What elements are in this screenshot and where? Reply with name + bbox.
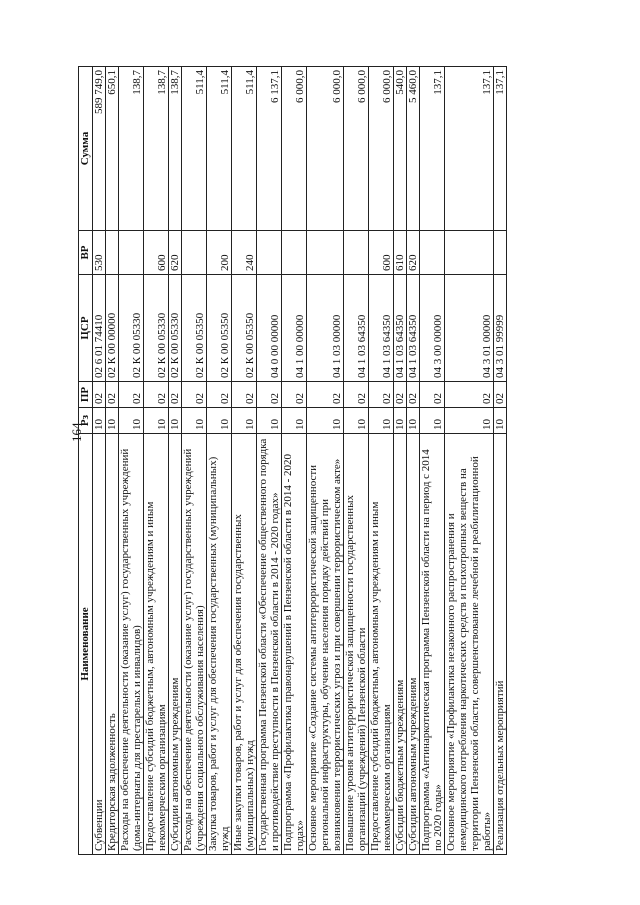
row-sum: 6 137,1 <box>257 67 282 231</box>
row-vr <box>106 231 119 275</box>
row-sum: 137,1 <box>420 67 445 231</box>
row-rz: 10 <box>344 408 369 434</box>
row-vr <box>119 231 144 275</box>
row-rz: 10 <box>369 408 394 434</box>
row-vr <box>307 231 344 275</box>
row-csr: 04 1 03 64350 <box>394 275 407 382</box>
row-vr: 620 <box>407 231 420 275</box>
row-rz: 10 <box>307 408 344 434</box>
row-rz: 10 <box>207 408 232 434</box>
row-sum: 137,1 <box>445 67 494 231</box>
row-rz: 10 <box>420 408 445 434</box>
row-pr: 02 <box>369 382 394 408</box>
row-csr: 02 К 00 05350 <box>182 275 207 382</box>
row-sum: 650,1 <box>106 67 119 231</box>
table-row <box>369 67 394 855</box>
table-row <box>144 67 169 855</box>
row-rz: 10 <box>93 408 106 434</box>
row-csr: 04 1 00 00000 <box>282 275 307 382</box>
table-row <box>282 67 307 855</box>
row-name: Расходы на обеспечение деятельности (оказание услуг) государственных учреждений (дома-интернаты для престарелых и инвалидов) <box>119 434 144 855</box>
table-row <box>232 67 257 855</box>
row-csr: 04 3 01 99999 <box>494 275 507 382</box>
row-csr: 04 1 03 64350 <box>344 275 369 382</box>
column-header-vr: ВР <box>79 231 93 275</box>
table-row <box>106 67 119 855</box>
row-sum: 5 460,0 <box>407 67 420 231</box>
row-csr: 02 К 00 05330 <box>144 275 169 382</box>
column-header-rz: Рз <box>79 408 93 434</box>
row-pr: 02 <box>119 382 144 408</box>
table-row <box>257 67 282 855</box>
row-name: Субвенции <box>93 434 106 855</box>
row-pr: 02 <box>182 382 207 408</box>
row-vr <box>420 231 445 275</box>
row-csr: 02 К 00 05350 <box>232 275 257 382</box>
row-name: Основное мероприятие «Создание системы антитеррористической защищенности региональной инфраструктуры, обучение населения порядку действий при возникновении террористических угроз и при совершении террористическом акте» <box>307 434 344 855</box>
table-body <box>93 67 507 855</box>
row-vr <box>445 231 494 275</box>
table-row <box>344 67 369 855</box>
row-rz: 10 <box>494 408 507 434</box>
column-header-csr: ЦСР <box>79 275 93 382</box>
row-csr: 02 6 01 74410 <box>93 275 106 382</box>
column-header-name: Наименование <box>79 434 93 855</box>
row-pr: 02 <box>407 382 420 408</box>
table-row <box>169 67 182 855</box>
row-rz: 10 <box>282 408 307 434</box>
budget-table <box>78 66 507 855</box>
row-pr: 02 <box>282 382 307 408</box>
row-sum: 6 000,0 <box>344 67 369 231</box>
row-sum: 6 000,0 <box>282 67 307 231</box>
row-pr: 02 <box>307 382 344 408</box>
table-row <box>420 67 445 855</box>
row-rz: 10 <box>182 408 207 434</box>
row-sum: 540,0 <box>394 67 407 231</box>
row-vr: 610 <box>394 231 407 275</box>
row-sum: 138,7 <box>169 67 182 231</box>
row-sum: 138,7 <box>144 67 169 231</box>
row-vr: 530 <box>93 231 106 275</box>
column-header-pr: ПР <box>79 382 93 408</box>
row-name: Расходы на обеспечение деятельности (оказание услуг) государственных учреждений (учреждения социального обслуживания населения) <box>182 434 207 855</box>
row-csr: 02 К 00 05350 <box>207 275 232 382</box>
row-csr: 02 К 00 05330 <box>169 275 182 382</box>
row-pr: 02 <box>394 382 407 408</box>
row-pr: 02 <box>420 382 445 408</box>
row-pr: 02 <box>344 382 369 408</box>
row-csr: 04 3 01 00000 <box>445 275 494 382</box>
row-vr: 200 <box>207 231 232 275</box>
row-name: Субсидии автономным учреждениям <box>169 434 182 855</box>
row-rz: 10 <box>257 408 282 434</box>
row-vr <box>257 231 282 275</box>
row-sum: 511,4 <box>182 67 207 231</box>
row-name: Предоставление субсидий бюджетным, автономным учреждениям и иным некоммерческим организациям <box>144 434 169 855</box>
row-name: Повышение уровня антитеррористической защищенности государственных организаций (учреждений) Пензенской области <box>344 434 369 855</box>
row-name: Субсидии автономным учреждениям <box>407 434 420 855</box>
row-sum: 511,4 <box>232 67 257 231</box>
row-vr <box>182 231 207 275</box>
row-pr: 02 <box>494 382 507 408</box>
row-rz: 10 <box>144 408 169 434</box>
row-vr: 600 <box>144 231 169 275</box>
row-name: Предоставление субсидий бюджетным, автономным учреждениям и иным некоммерческим организациям <box>369 434 394 855</box>
row-rz: 10 <box>445 408 494 434</box>
column-header-sum: Сумма <box>79 67 93 231</box>
row-vr <box>344 231 369 275</box>
table-row <box>307 67 344 855</box>
row-csr: 04 1 03 64350 <box>407 275 420 382</box>
row-rz: 10 <box>106 408 119 434</box>
row-pr: 02 <box>169 382 182 408</box>
row-csr: 02 К 00 05330 <box>119 275 144 382</box>
row-name: Подпрограмма «Антинаркотическая программа Пензенской области на период с 2014 по 2020 годы» <box>420 434 445 855</box>
row-name: Иные закупки товаров, работ и услуг для обеспечения государственных (муниципальных) нужд <box>232 434 257 855</box>
row-sum: 6 000,0 <box>369 67 394 231</box>
row-sum: 6 000,0 <box>307 67 344 231</box>
table-header-row <box>79 67 93 855</box>
row-rz: 10 <box>119 408 144 434</box>
row-rz: 10 <box>232 408 257 434</box>
row-rz: 10 <box>407 408 420 434</box>
row-name: Субсидии бюджетным учреждениям <box>394 434 407 855</box>
row-sum: 589 749,0 <box>93 67 106 231</box>
table-row <box>494 67 507 855</box>
row-pr: 02 <box>445 382 494 408</box>
row-pr: 02 <box>232 382 257 408</box>
row-name: Подпрограмма «Профилактика правонарушений в Пензенской области в 2014 - 2020 годах» <box>282 434 307 855</box>
row-csr: 02 К 00 00000 <box>106 275 119 382</box>
page-number: 164 <box>69 422 84 442</box>
row-csr: 04 1 03 00000 <box>307 275 344 382</box>
row-name: Реализация отдельных мероприятий <box>494 434 507 855</box>
table-row <box>93 67 106 855</box>
table-row <box>119 67 144 855</box>
row-vr: 620 <box>169 231 182 275</box>
table-row <box>182 67 207 855</box>
row-csr: 04 0 00 00000 <box>257 275 282 382</box>
row-vr <box>282 231 307 275</box>
row-vr: 600 <box>369 231 394 275</box>
row-vr: 240 <box>232 231 257 275</box>
row-pr: 02 <box>106 382 119 408</box>
row-name: Кредиторская задолженность <box>106 434 119 855</box>
row-sum: 137,1 <box>494 67 507 231</box>
row-vr <box>494 231 507 275</box>
row-sum: 511,4 <box>207 67 232 231</box>
table-row <box>207 67 232 855</box>
table-row <box>394 67 407 855</box>
row-name: Основное мероприятие «Профилактика незаконного распространения и немедицинского потребления наркотических средств и психотропных веществ на территории Пензенской области, совершенствование лечебной и реабилитационной работы» <box>445 434 494 855</box>
row-rz: 10 <box>394 408 407 434</box>
row-csr: 04 3 00 00000 <box>420 275 445 382</box>
row-sum: 138,7 <box>119 67 144 231</box>
table-row <box>445 67 494 855</box>
row-rz: 10 <box>169 408 182 434</box>
row-name: Закупка товаров, работ и услуг для обеспечения государственных (муниципальных) нужд <box>207 434 232 855</box>
table-row <box>407 67 420 855</box>
rotated-table-container <box>78 67 507 855</box>
row-pr: 02 <box>207 382 232 408</box>
row-name: Государственная программа Пензенской области «Обеспечение общественного порядка и противодействие преступности в Пензенской области в 2014 - 2020 годах» <box>257 434 282 855</box>
row-pr: 02 <box>257 382 282 408</box>
row-csr: 04 1 03 64350 <box>369 275 394 382</box>
row-pr: 02 <box>93 382 106 408</box>
row-pr: 02 <box>144 382 169 408</box>
